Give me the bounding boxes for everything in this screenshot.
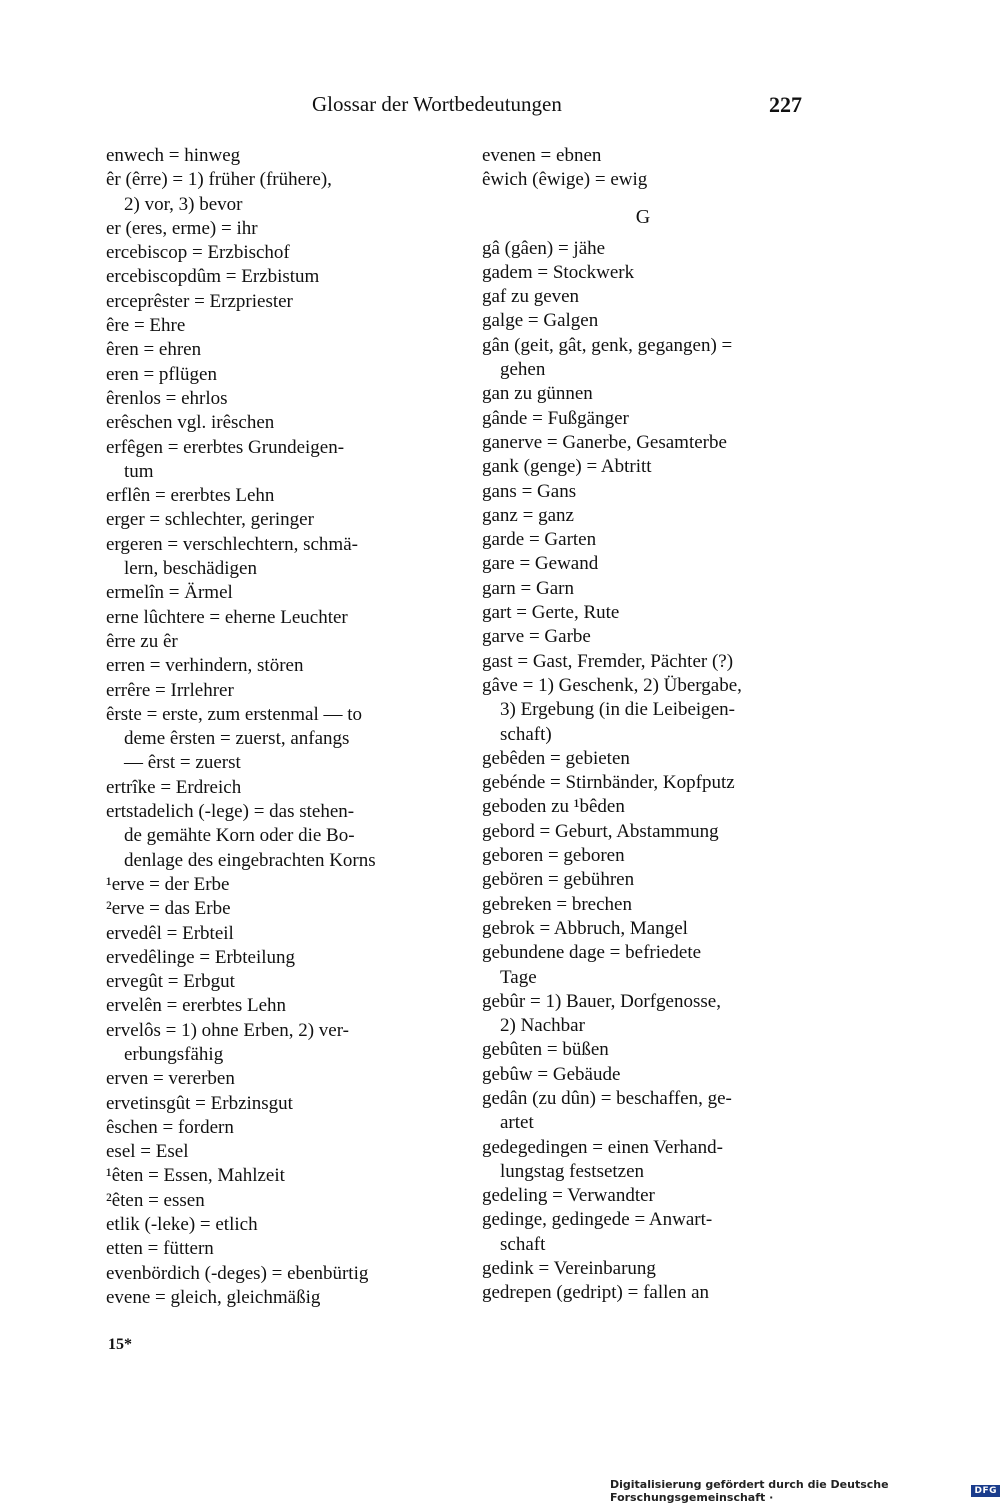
entry-line: gebord = Geburt, Abstammung	[482, 820, 719, 842]
glossary-entry	[482, 844, 804, 868]
glossary-entry	[482, 917, 804, 941]
glossary-entry	[482, 820, 804, 844]
entry-line: ertstadelich (-lege) = das stehen-	[106, 801, 355, 823]
glossary-entry	[482, 795, 804, 819]
entry-line: erger = schlechter, geringer	[106, 509, 314, 531]
glossary-entry	[106, 387, 424, 411]
entry-line: errêre = Irrlehrer	[106, 679, 234, 701]
glossary-entry	[482, 382, 804, 406]
entry-continuation: artet	[500, 1112, 534, 1134]
glossary-entry	[106, 1092, 424, 1116]
entry-line: erêschen vgl. irêschen	[106, 412, 275, 434]
glossary-entry	[106, 581, 424, 605]
glossary-entry	[482, 528, 804, 552]
entry-line: gedegedingen = einen Verhand-	[482, 1136, 723, 1158]
glossary-entry	[106, 679, 424, 703]
entry-line: gebören = gebühren	[482, 869, 635, 891]
entry-line: gânde = Fußgänger	[482, 407, 629, 429]
glossary-entry	[482, 868, 804, 892]
glossary-entry	[482, 504, 804, 528]
entry-line: geboren = geboren	[482, 845, 625, 867]
glossary-entry	[482, 577, 804, 601]
entry-line: geboden zu ¹bêden	[482, 796, 625, 818]
glossary-entry	[106, 994, 424, 1018]
entry-continuation: lungstag festsetzen	[500, 1160, 645, 1182]
entry-line: evenen = ebnen	[482, 145, 602, 166]
entry-continuation: schaft)	[500, 723, 552, 745]
entry-line: êr (êrre) = 1) früher (frühere),	[106, 169, 332, 191]
glossary-entry	[482, 674, 804, 747]
entry-line: gart = Gerte, Rute	[482, 602, 620, 624]
entry-line: gebénde = Stirnbänder, Kopfputz	[482, 772, 735, 794]
glossary-entry	[106, 654, 424, 678]
entry-line: êrenlos = ehrlos	[106, 387, 228, 409]
dfg-logo: DFG	[971, 1485, 1000, 1497]
glossary-entry	[106, 484, 424, 508]
entry-line: gank (genge) = Abtritt	[482, 456, 652, 478]
glossary-entry	[106, 800, 424, 873]
glossary-entry	[106, 1164, 424, 1188]
entry-line: galge = Galgen	[482, 310, 599, 332]
entry-line: ²erve = das Erbe	[106, 898, 231, 920]
entry-line: gadem = Stockwerk	[482, 261, 635, 283]
glossary-entry	[106, 873, 424, 897]
glossary-entry	[482, 455, 804, 479]
entry-line: ganerve = Ganerbe, Gesamterbe	[482, 431, 727, 453]
entry-continuation: tum	[124, 460, 154, 482]
glossary-entry	[482, 285, 804, 309]
running-title: Glossar der Wortbedeutungen	[312, 92, 562, 116]
entry-line: êwich (êwige) = ewig	[482, 169, 648, 191]
entry-line: ervegût = Erbgut	[106, 971, 235, 993]
glossary-entry	[482, 407, 804, 431]
entry-line: gaf zu geven	[482, 286, 580, 308]
glossary-entry	[482, 261, 804, 285]
glossary-entry	[482, 601, 804, 625]
glossary-entry	[482, 1281, 804, 1305]
glossary-entry	[106, 922, 424, 946]
glossary-entry	[106, 970, 424, 994]
entry-line: er (eres, erme) = ihr	[106, 217, 258, 239]
glossary-entry	[482, 941, 804, 990]
glossary-entry	[106, 1116, 424, 1140]
glossary-entry	[482, 1087, 804, 1136]
glossary-entry	[482, 237, 804, 261]
entry-continuation: — êrst = zuerst	[124, 752, 241, 774]
glossary-entry	[482, 334, 804, 383]
entry-line: ervedêl = Erbteil	[106, 922, 234, 944]
glossary-entry	[106, 241, 424, 265]
entry-line: erven = vererben	[106, 1068, 235, 1090]
glossary-entry	[106, 290, 424, 314]
entry-line: ercebiscop = Erzbischof	[106, 242, 290, 264]
glossary-entry	[106, 776, 424, 800]
entry-line: evene = gleich, gleichmäßig	[106, 1286, 321, 1308]
entry-continuation: 2) Nachbar	[500, 1015, 585, 1037]
entry-line: gare = Gewand	[482, 553, 599, 575]
glossary-entry	[482, 1063, 804, 1087]
glossary-entry	[482, 747, 804, 771]
entry-line: ¹êten = Essen, Mahlzeit	[106, 1165, 285, 1187]
glossary-entry	[106, 314, 424, 338]
glossary-entry	[106, 1213, 424, 1237]
glossary-entry	[106, 1140, 424, 1164]
entry-line: gebêden = gebieten	[482, 747, 630, 769]
entry-line: gân (geit, gât, genk, gegangen) =	[482, 334, 733, 356]
entry-line: ermelîn = Ärmel	[106, 582, 233, 604]
glossary-entry	[482, 1257, 804, 1281]
entry-line: enwech = hinweg	[106, 145, 241, 166]
glossary-entry	[482, 893, 804, 917]
glossary-entry	[106, 630, 424, 654]
entry-line: gedink = Vereinbarung	[482, 1258, 656, 1280]
entry-continuation: deme êrsten = zuerst, anfangs	[124, 728, 350, 750]
entry-line: êre = Ehre	[106, 315, 186, 337]
glossary-entry	[482, 309, 804, 333]
glossary-entry	[106, 1262, 424, 1286]
glossary-entry	[106, 168, 424, 217]
digitization-note: Digitalisierung gefördert durch die Deutsche Forschungsgemeinschaft ·	[610, 1478, 889, 1504]
entry-line: ²êten = essen	[106, 1189, 205, 1211]
entry-line: erne lûchtere = eherne Leuchter	[106, 606, 348, 628]
glossary-entry	[106, 703, 424, 776]
entry-continuation: schaft	[500, 1233, 546, 1255]
glossary-entry	[482, 650, 804, 674]
entry-continuation: 2) vor, 3) bevor	[124, 193, 243, 215]
entry-line: esel = Esel	[106, 1141, 189, 1163]
entry-line: ergeren = verschlechtern, schmä-	[106, 533, 358, 555]
entry-line: etlik (-leke) = etlich	[106, 1214, 258, 1236]
entry-line: ¹erve = der Erbe	[106, 873, 230, 895]
entry-line: garn = Garn	[482, 577, 574, 599]
glossary-entry	[482, 990, 804, 1039]
entry-line: gebûw = Gebäude	[482, 1063, 621, 1085]
glossary-entry	[106, 508, 424, 532]
entry-continuation: lern, beschädigen	[124, 558, 257, 580]
entry-line: gebundene dage = befriedete	[482, 942, 702, 964]
entry-line: gedân (zu dûn) = beschaffen, ge-	[482, 1087, 732, 1109]
entry-line: erceprêster = Erzpriester	[106, 290, 293, 312]
entry-continuation: 3) Ergebung (in die Leibeigen-	[500, 699, 735, 721]
glossary-entry	[106, 1189, 424, 1213]
entry-continuation: denlage des eingebrachten Korns	[124, 849, 376, 871]
entry-line: gast = Gast, Fremder, Pächter (?)	[482, 650, 734, 672]
entry-line: ertrîke = Erdreich	[106, 776, 242, 798]
digitization-credit	[610, 1478, 1000, 1504]
glossary-column-right	[482, 144, 804, 1306]
entry-line: gebrok = Abbruch, Mangel	[482, 917, 688, 939]
glossary-entry	[106, 144, 424, 168]
glossary-entry	[106, 411, 424, 435]
entry-line: ervelên = ererbtes Lehn	[106, 995, 287, 1017]
glossary-entry	[482, 1136, 804, 1185]
glossary-entry	[482, 480, 804, 504]
glossary-entry	[106, 217, 424, 241]
entry-line: êren = ehren	[106, 339, 202, 361]
glossary-entry	[482, 1184, 804, 1208]
entry-line: ganz = ganz	[482, 504, 574, 526]
glossary-entry	[106, 1286, 424, 1310]
glossary-entry	[482, 625, 804, 649]
entry-line: êrre zu êr	[106, 630, 178, 652]
entry-line: ervelôs = 1) ohne Erben, 2) ver-	[106, 1019, 349, 1041]
glossary-entry	[106, 1237, 424, 1261]
entry-line: gebûr = 1) Bauer, Dorfgenosse,	[482, 990, 721, 1012]
entry-line: gâ (gâen) = jähe	[482, 237, 606, 259]
entry-line: gedinge, gedingede = Anwart-	[482, 1209, 713, 1231]
glossary-entry	[482, 1038, 804, 1062]
glossary-entry	[482, 144, 804, 168]
entry-line: evenbördich (-deges) = ebenbürtig	[106, 1262, 369, 1284]
glossary-entry	[106, 1019, 424, 1068]
entry-line: ervedêlinge = Erbteilung	[106, 946, 296, 968]
entry-line: gebreken = brechen	[482, 893, 632, 915]
entry-line: gan zu günnen	[482, 383, 593, 405]
entry-line: eren = pflügen	[106, 363, 217, 385]
glossary-entries-g	[482, 237, 804, 1306]
glossary-entry	[106, 946, 424, 970]
glossary-entries-e-continued	[482, 144, 804, 193]
entry-line: êrste = erste, zum erstenmal — to	[106, 703, 363, 725]
entry-line: garde = Garten	[482, 529, 597, 551]
glossary-entry	[482, 168, 804, 192]
glossary-entry	[106, 363, 424, 387]
entry-line: êschen = fordern	[106, 1116, 234, 1138]
glossary-entry	[106, 338, 424, 362]
entry-line: erfêgen = ererbtes Grundeigen-	[106, 436, 345, 458]
entry-line: etten = füttern	[106, 1238, 214, 1260]
entry-continuation: de gemähte Korn oder die Bo-	[124, 825, 355, 847]
glossary-entry	[106, 1067, 424, 1091]
entry-continuation: gehen	[500, 359, 546, 381]
signature-mark: 15*	[108, 1336, 132, 1353]
letter-heading: G	[635, 205, 651, 228]
entry-line: ercebiscopdûm = Erzbistum	[106, 266, 320, 288]
glossary-column-left	[106, 144, 424, 1310]
entry-line: garve = Garbe	[482, 626, 591, 648]
page-number: 227	[769, 92, 802, 117]
glossary-entry	[106, 265, 424, 289]
glossary-entry	[482, 431, 804, 455]
glossary-entry	[106, 606, 424, 630]
entry-continuation: erbungsfähig	[124, 1043, 224, 1065]
entry-line: gedrepen (gedript) = fallen an	[482, 1282, 709, 1304]
entry-line: gans = Gans	[482, 480, 577, 502]
glossary-entry	[106, 897, 424, 921]
glossary-entry	[482, 1208, 804, 1257]
glossary-entry	[482, 771, 804, 795]
glossary-entry	[106, 533, 424, 582]
entry-line: gâve = 1) Geschenk, 2) Übergabe,	[482, 674, 742, 696]
entry-line: erflên = ererbtes Lehn	[106, 485, 275, 507]
entry-line: gedeling = Verwandter	[482, 1185, 655, 1207]
entry-line: gebûten = büßen	[482, 1039, 609, 1061]
entry-line: ervetinsgût = Erbzinsgut	[106, 1092, 293, 1114]
glossary-entry	[106, 436, 424, 485]
entry-continuation: Tage	[500, 966, 537, 988]
entry-line: erren = verhindern, stören	[106, 655, 304, 677]
glossary-entry	[482, 552, 804, 576]
page-header	[312, 92, 802, 126]
